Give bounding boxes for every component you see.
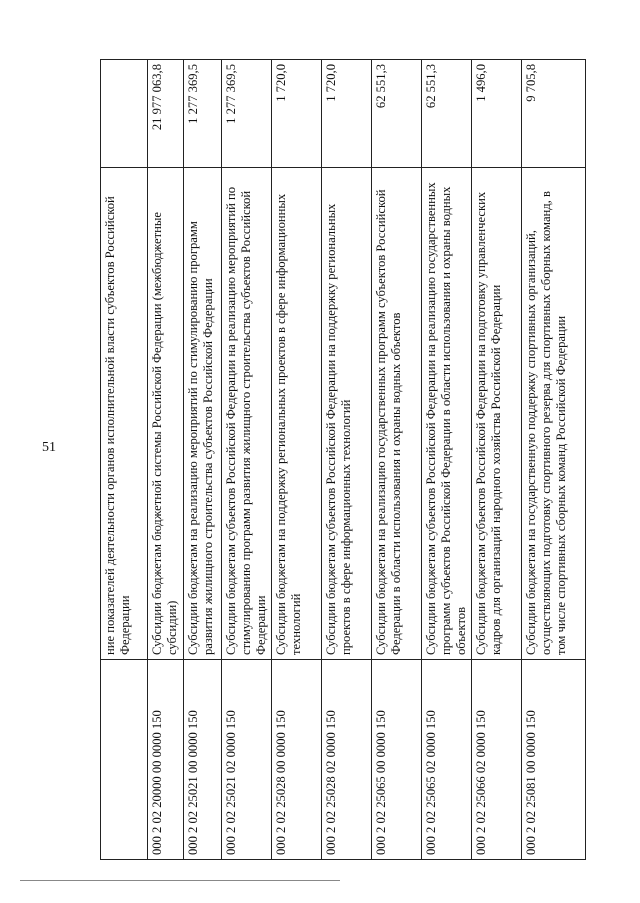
row-code: 000 2 02 25021 00 0000 150: [184, 660, 222, 860]
table-row: [522, 60, 586, 860]
row-code: 000 2 02 20000 00 0000 150: [148, 660, 184, 860]
row-amount: 1 277 369,5: [184, 60, 222, 168]
table-row: [184, 60, 222, 860]
row-description: Субсидии бюджетам субъектов Российской Федерации на реализацию государственных программ субъектов Российской Федерации в области использования и охраны водных объектов: [422, 168, 472, 660]
table-row: [422, 60, 472, 860]
row-description: Субсидии бюджетам субъектов Российской Федерации на подготовку управленческих кадров для организаций народного хозяйства Российской Федерации: [472, 168, 522, 660]
row-description: ние показателей деятельности органов исполнительной власти субъектов Российской Федерации: [101, 168, 148, 660]
row-amount: [101, 60, 148, 168]
row-description: Субсидии бюджетам на государственную поддержку спортивных организаций, осуществляющих подготовку спортивного резерва для спортивных сборных команд, в том числе спортивных сборных команд Российской Федерации: [522, 168, 586, 660]
table-row: [272, 60, 322, 860]
row-amount: 9 705,8: [522, 60, 586, 168]
table-row: [472, 60, 522, 860]
row-code: 000 2 02 25081 00 0000 150: [522, 660, 586, 860]
row-amount: 1 720,0: [322, 60, 372, 168]
row-amount: 21 977 063,8: [148, 60, 184, 168]
budget-table: [100, 59, 586, 860]
table-row: [222, 60, 272, 860]
row-code: 000 2 02 25065 00 0000 150: [372, 660, 422, 860]
row-description: Субсидии бюджетам бюджетной системы Российской Федерации (межбюджетные субсидии): [148, 168, 184, 660]
row-code: [101, 660, 148, 860]
row-code: 000 2 02 25065 02 0000 150: [422, 660, 472, 860]
table-row: [101, 60, 148, 860]
page-number: 51: [42, 440, 56, 455]
table-row: [322, 60, 372, 860]
row-amount: 62 551,3: [422, 60, 472, 168]
row-code: 000 2 02 25028 02 0000 150: [322, 660, 372, 860]
rotated-table-wrapper: [100, 60, 580, 860]
row-amount: 1 496,0: [472, 60, 522, 168]
row-code: 000 2 02 25066 02 0000 150: [472, 660, 522, 860]
row-amount: 62 551,3: [372, 60, 422, 168]
row-code: 000 2 02 25028 00 0000 150: [272, 660, 322, 860]
table-row: [372, 60, 422, 860]
row-description: Субсидии бюджетам на реализацию мероприятий по стимулированию программ развития жилищного строительства субъектов Российской Федерации: [184, 168, 222, 660]
row-description: Субсидии бюджетам субъектов Российской Федерации на поддержку региональных проектов в сфере информационных технологий: [322, 168, 372, 660]
row-description: Субсидии бюджетам субъектов Российской Федерации на реализацию мероприятий по стимулированию программ развития жилищного строительства субъектов Российской Федерации: [222, 168, 272, 660]
row-description: Субсидии бюджетам на реализацию государственных программ субъектов Российской Федерации в области использования и охраны водных объектов: [372, 168, 422, 660]
row-code: 000 2 02 25021 02 0000 150: [222, 660, 272, 860]
row-description: Субсидии бюджетам на поддержку региональных проектов в сфере информационных технологий: [272, 168, 322, 660]
scan-edge-line: [20, 880, 340, 881]
row-amount: 1 720,0: [272, 60, 322, 168]
row-amount: 1 277 369,5: [222, 60, 272, 168]
table-row: [148, 60, 184, 860]
